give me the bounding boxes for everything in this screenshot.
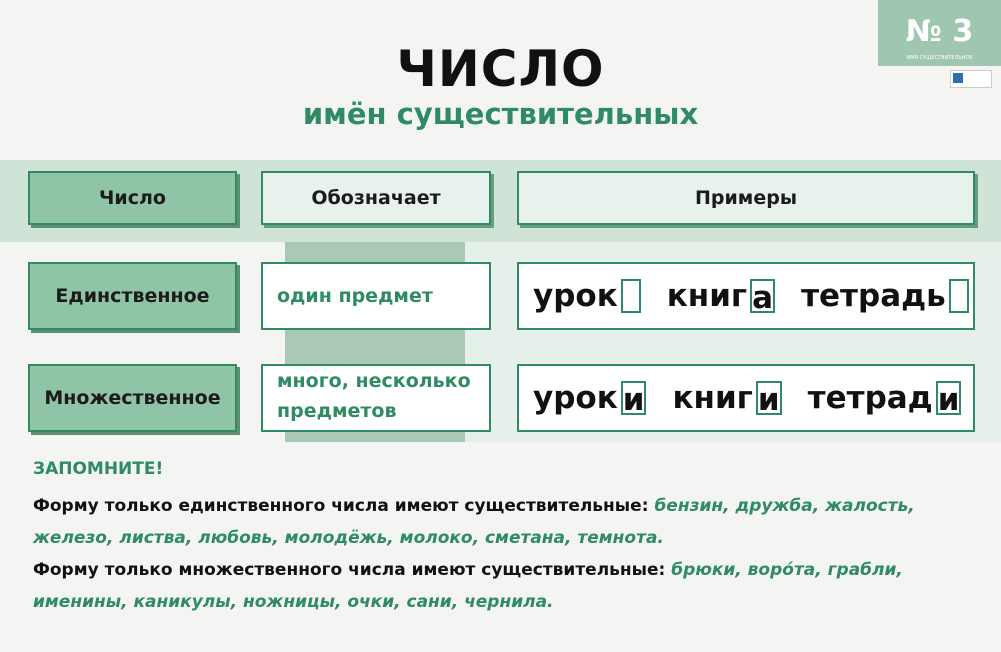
word-ending-box — [621, 279, 641, 313]
note-lead: Форму только единственного числа имеют существительные: — [33, 496, 649, 516]
row-plural-label: Множественное — [28, 364, 237, 432]
row-plural-meaning — [261, 364, 491, 432]
word-stem: урок — [533, 278, 618, 314]
plural-only-note — [33, 554, 973, 618]
meaning-line: предметов — [277, 400, 397, 422]
badge-number: № 3 — [905, 14, 974, 49]
poster-number-badge — [878, 0, 1001, 66]
word-ending-box: а — [752, 280, 774, 316]
word-ending-box: и — [622, 382, 645, 418]
meaning-line: много, несколько — [277, 370, 471, 392]
note-examples: брюки, воро́та, грабли, — [671, 560, 903, 580]
word-stem: книг — [666, 278, 748, 314]
header-number: Число — [28, 171, 237, 225]
row-singular-label: Единственное — [28, 262, 237, 330]
word-stem: урок — [533, 380, 618, 416]
example-word — [533, 278, 641, 314]
page-subtitle: имён существительных — [302, 97, 699, 131]
row-plural-examples — [517, 364, 975, 432]
example-word — [808, 380, 962, 416]
word-ending-box: и — [757, 382, 780, 418]
word-ending-box — [949, 279, 969, 313]
badge-caption: ИМЯ СУЩЕСТВИТЕЛЬНОЕ — [906, 55, 973, 61]
note-lead: Форму только множественного числа имеют существительные: — [33, 560, 666, 580]
word-stem: тетрадь — [801, 278, 946, 314]
note-examples: железо, листва, любовь, молодёжь, молоко, сметана, темнота. — [33, 528, 664, 548]
publisher-logo-icon — [950, 70, 992, 88]
row-singular-examples — [517, 262, 975, 330]
example-word — [801, 278, 969, 314]
example-word — [533, 380, 646, 416]
row-singular-meaning: один предмет — [261, 262, 491, 330]
word-stem: книг — [672, 380, 753, 416]
page-title: ЧИСЛО — [396, 40, 605, 98]
note-examples: бензин, дружба, жалость, — [654, 496, 915, 516]
header-examples: Примеры — [517, 171, 975, 225]
word-ending-box: и — [937, 382, 960, 418]
word-stem: тетрад — [807, 380, 933, 416]
note-examples: именины, каникулы, ножницы, очки, сани, чернила. — [33, 592, 554, 612]
example-word — [667, 278, 775, 314]
remember-heading: ЗАПОМНИТЕ! — [33, 459, 164, 479]
singular-only-note — [33, 490, 973, 554]
example-word — [672, 380, 781, 416]
header-meaning: Обозначает — [261, 171, 491, 225]
